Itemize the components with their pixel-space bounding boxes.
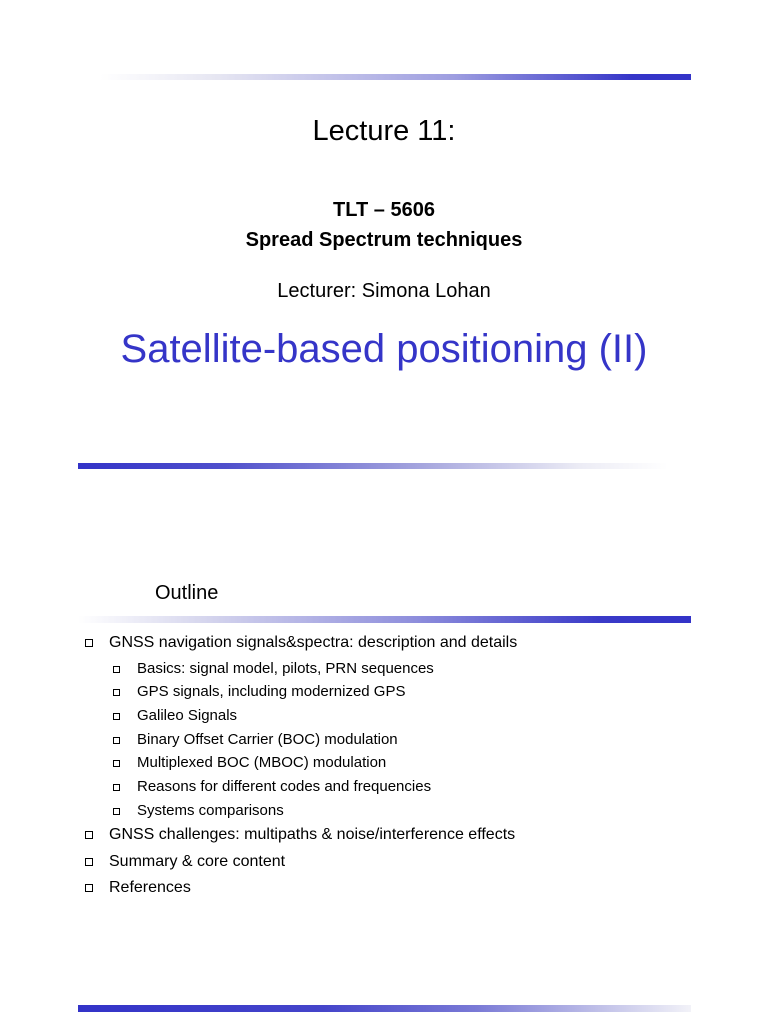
hollow-square-bullet-icon	[113, 784, 120, 791]
list-item-text: Summary & core content	[109, 852, 286, 870]
lecture-number: Lecture 11:	[312, 115, 456, 147]
list-item	[82, 728, 722, 752]
slide-title: Satellite-based positioning (II)	[120, 327, 648, 371]
hollow-square-bullet-icon	[85, 858, 93, 866]
list-item	[82, 875, 722, 902]
course-name: Spread Spectrum techniques	[245, 229, 523, 251]
list-item	[82, 822, 722, 849]
hollow-square-bullet-icon	[113, 666, 120, 673]
top-divider-bar	[100, 74, 691, 80]
list-item-text: GNSS challenges: multipaths & noise/interference effects	[109, 826, 516, 844]
hollow-square-bullet-icon	[113, 713, 120, 720]
middle-divider-bar	[78, 463, 668, 469]
course-code: TLT – 5606	[333, 199, 435, 221]
hollow-square-bullet-icon	[85, 639, 93, 647]
list-item-text: GNSS navigation signals&spectra: description and details	[109, 634, 518, 651]
list-item-text: Systems comparisons	[137, 801, 284, 819]
lecturer-name: Lecturer: Simona Lohan	[277, 280, 491, 302]
list-item-text: GPS signals, including modernized GPS	[137, 683, 406, 701]
hollow-square-bullet-icon	[113, 737, 120, 744]
list-item-text: Binary Offset Carrier (BOC) modulation	[137, 730, 398, 748]
list-item	[82, 849, 722, 876]
list-item-text: References	[109, 879, 191, 897]
hollow-square-bullet-icon	[85, 831, 93, 839]
list-item	[82, 704, 722, 728]
hollow-square-bullet-icon	[113, 808, 120, 815]
hollow-square-bullet-icon	[113, 760, 120, 767]
list-item-text: Multiplexed BOC (MBOC) modulation	[137, 754, 387, 772]
outline-list	[82, 630, 722, 902]
list-item-text: Reasons for different codes and frequencies	[137, 777, 432, 795]
list-item-text: Basics: signal model, pilots, PRN sequences	[137, 659, 434, 677]
hollow-square-bullet-icon	[85, 884, 93, 892]
list-item	[82, 751, 722, 775]
outline-divider-bar	[78, 616, 691, 623]
list-item	[82, 799, 722, 823]
list-item-text: Galileo Signals	[137, 706, 238, 724]
bottom-divider-bar	[78, 1005, 691, 1012]
list-item	[82, 680, 722, 704]
list-item	[82, 775, 722, 799]
list-item	[82, 657, 722, 681]
list-item	[82, 630, 722, 657]
outline-heading: Outline	[155, 582, 219, 604]
hollow-square-bullet-icon	[113, 689, 120, 696]
